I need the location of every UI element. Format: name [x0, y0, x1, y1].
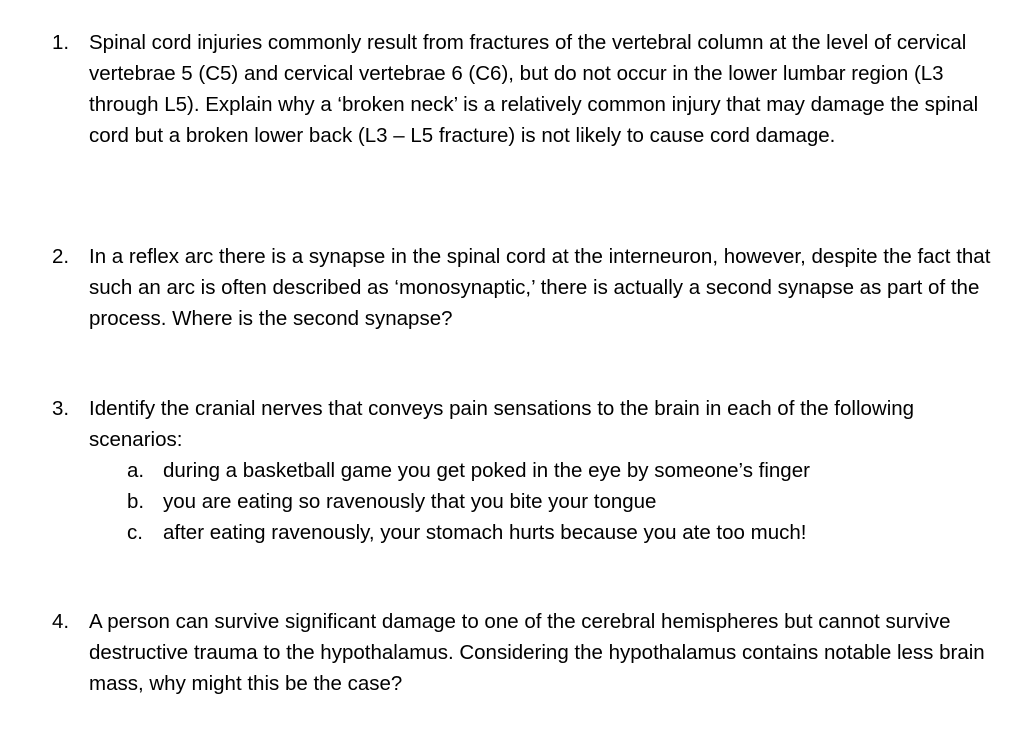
scenario-list: [127, 455, 992, 548]
question-3: [52, 393, 992, 548]
scenario-text: after eating ravenously, your stomach hurts because you ate too much!: [163, 521, 807, 544]
scenario-letter: a.: [127, 459, 145, 482]
question-text: Spinal cord injuries commonly result from fractures of the vertebral column at the level of cervical vertebrae 5 (C5) and cervical vertebrae 6 (C6), but do not occur in the lower lumbar region (L3 through L5). Explain why a ‘broken neck’ is a relatively common injury that may damage the spinal cord but a broken lower back (L3 – L5 fracture) is not likely to cause cord damage.: [89, 31, 979, 147]
question-4: [52, 606, 992, 699]
question-text: In a reflex arc there is a synapse in the spinal cord at the interneuron, however, despite the fact that such an arc is often described as ‘monosynaptic,’ there is actually a second synapse as part of the process. Where is the second synapse?: [89, 245, 991, 330]
question-number: 3.: [52, 397, 70, 420]
question-number: 2.: [52, 245, 70, 268]
question-number: 4.: [52, 610, 70, 633]
scenario-text: during a basketball game you get poked in the eye by someone’s finger: [163, 459, 810, 482]
question-1: [52, 27, 992, 151]
question-text: A person can survive significant damage to one of the cerebral hemispheres but cannot survive destructive trauma to the hypothalamus. Considering the hypothalamus contains notable less brain mass, why might this be the case?: [89, 610, 985, 695]
question-text: Identify the cranial nerves that conveys pain sensations to the brain in each of the following scenarios:: [89, 397, 915, 451]
scenario-item: [127, 455, 992, 486]
scenario-text: you are eating so ravenously that you bite your tongue: [163, 490, 657, 513]
scenario-item: [127, 517, 992, 548]
question-number: 1.: [52, 31, 70, 54]
scenario-letter: b.: [127, 490, 145, 513]
scenario-item: [127, 486, 992, 517]
scenario-letter: c.: [127, 521, 143, 544]
question-2: [52, 241, 992, 334]
